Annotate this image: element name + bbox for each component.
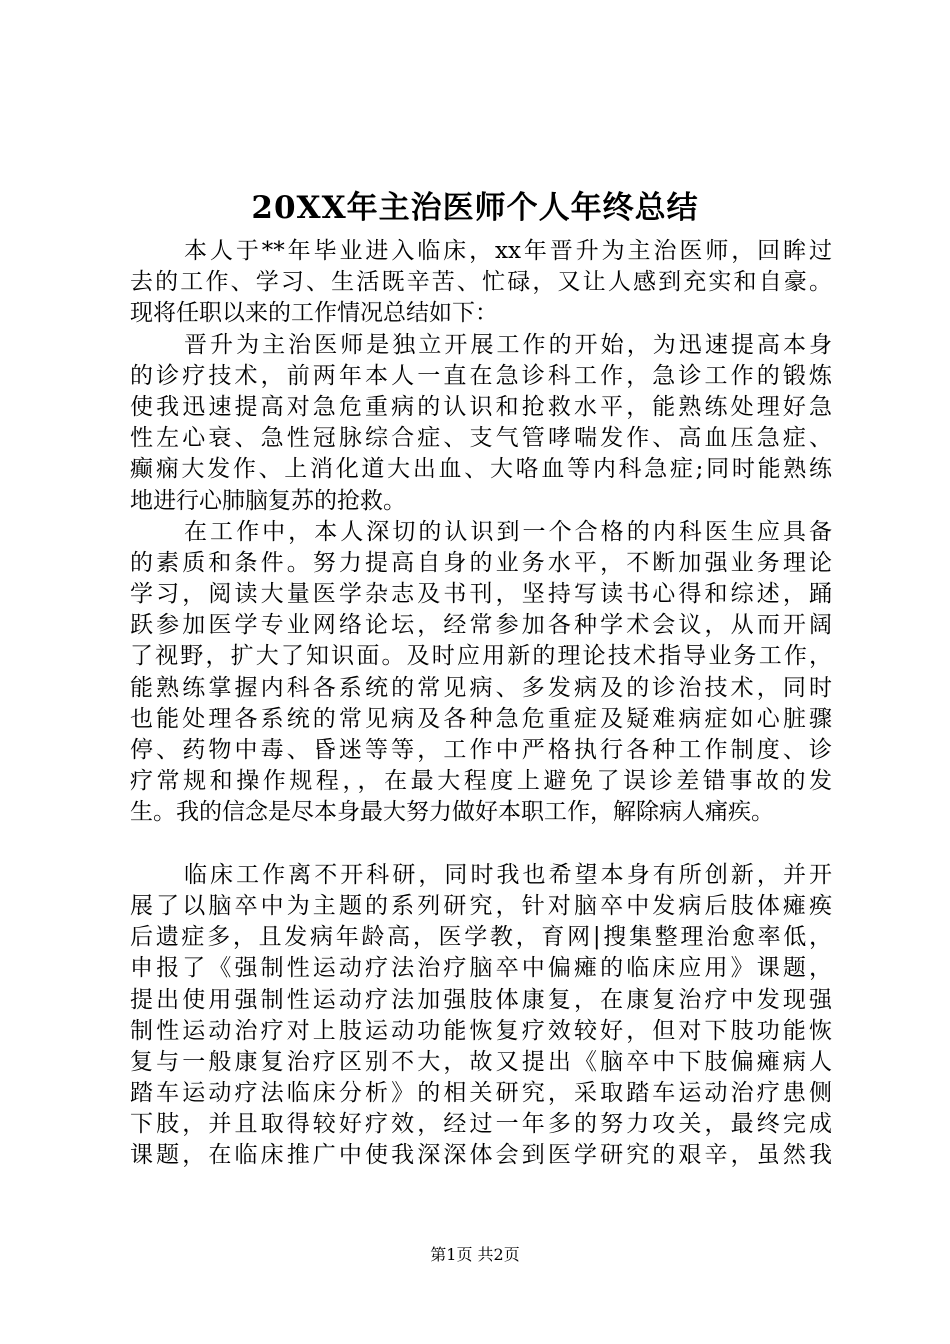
paragraph-3-line-3: 学习，阅读大量医学杂志及书刊，坚持写读书心得和综述，踊 [130,581,832,608]
paragraph-4-line-7: 复与一般康复治疗区别不大，故又提出《脑卒中下肢偏瘫病人 [130,1048,832,1075]
paragraph-4-line-1: 临床工作离不开科研，同时我也希望本身有所创新，并开 [184,861,832,888]
document-body [130,236,832,1172]
paragraph-3-line-6: 能熟练掌握内科各系统的常见病、多发病及的诊治技术，同时 [130,674,832,701]
paragraph-1-line-1: 本人于**年毕业进入临床，xx年晋升为主治医师，回眸过 [184,238,832,264]
document-title: 20XX年主治医师个人年终总结 [251,190,699,226]
paragraph-3-line-1: 在工作中，本人深切的认识到一个合格的内科医生应具备 [184,518,832,545]
paragraph-3-line-4: 跃参加医学专业网络论坛，经常参加各种学术会议，从而开阔 [130,612,832,639]
page-number-footer: 第1页 共2页 [430,1245,520,1264]
paragraph-1-line-3: 现将任职以来的工作情况总结如下： [130,300,498,327]
paragraph-3-line-8: 停、药物中毒、昏迷等等，工作中严格执行各种工作制度、诊 [130,737,832,763]
paragraph-2-line-2: 的诊疗技术，前两年本人一直在急诊科工作，急诊工作的锻炼 [130,362,832,389]
paragraph-spacer [130,829,832,860]
paragraph-4-line-5: 提出使用强制性运动疗法加强肢体康复，在康复治疗中发现强 [130,986,832,1013]
paragraph-3-line-2: 的素质和条件。努力提高自身的业务水平，不断加强业务理论 [130,549,832,576]
paragraph-4-line-2: 展了以脑卒中为主题的系列研究，针对脑卒中发病后肢体瘫痪 [130,892,832,919]
paragraph-4-line-4: 申报了《强制性运动疗法治疗脑卒中偏瘫的临床应用》课题， [130,955,832,982]
paragraph-2-line-1: 晋升为主治医师是独立开展工作的开始，为迅速提高本身 [184,331,832,358]
paragraph-4-line-6: 制性运动治疗对上肢运动功能恢复疗效较好，但对下肢功能恢 [130,1017,832,1044]
paragraph-2-line-4: 性左心衰、急性冠脉综合症、支气管哮喘发作、高血压急症、 [130,425,832,452]
paragraph-3-line-5: 了视野，扩大了知识面。及时应用新的理论技术指导业务工作， [130,643,832,670]
paragraph-2-line-5: 癫痫大发作、上消化道大出血、大咯血等内科急症;同时能熟练 [130,456,832,483]
paragraph-2-line-6: 地进行心肺脑复苏的抢救。 [130,487,406,514]
paragraph-2-line-3: 使我迅速提高对急危重病的认识和抢救水平，能熟练处理好急 [130,393,832,420]
paragraph-4-line-8: 踏车运动疗法临床分析》的相关研究，采取踏车运动治疗患侧 [130,1080,832,1107]
paragraph-3-line-7: 也能处理各系统的常见病及各种急危重症及疑难病症如心脏骤 [130,705,832,732]
paragraph-4-line-9: 下肢，并且取得较好疗效，经过一年多的努力攻关，最终完成 [130,1111,832,1138]
paragraph-1-line-2: 去的工作、学习、生活既辛苦、忙碌，又让人感到充实和自豪。 [130,269,832,296]
paragraph-3-line-10: 生。我的信念是尽本身最大努力做好本职工作，解除病人痛疾。 [130,799,774,826]
paragraph-3-line-9: 疗常规和操作规程，，在最大程度上避免了误诊差错事故的发 [130,768,832,795]
paragraph-4-line-3: 后遗症多，且发病年龄高，医学教，育网|搜集整理治愈率低， [130,924,832,951]
paragraph-4-line-10: 课题，在临床推广中使我深深体会到医学研究的艰辛，虽然我 [130,1142,832,1169]
